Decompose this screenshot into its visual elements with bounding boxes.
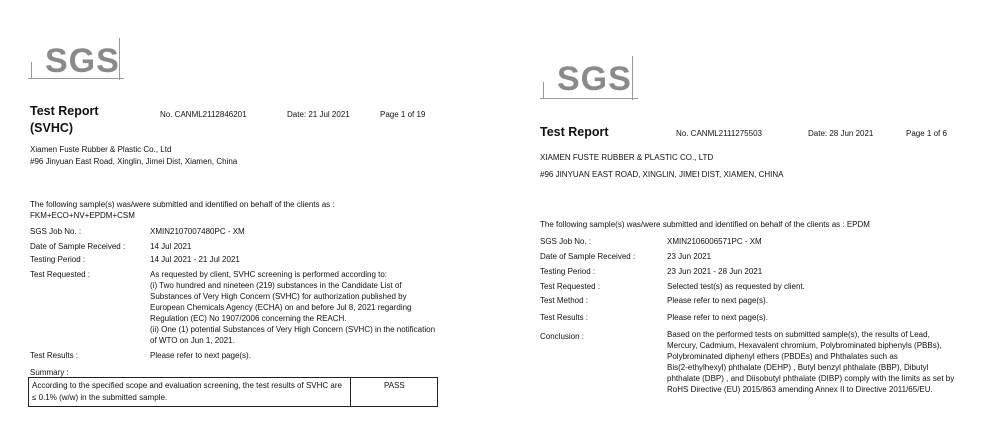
field-label: Test Requested : <box>540 282 601 291</box>
sample-name: FKM+ECO+NV+EPDM+CSM <box>30 211 135 220</box>
requested-line: (i) Two hundred and nineteen (219) substances in the Candidate List of <box>150 281 402 290</box>
intro-text: The following sample(s) was/were submitted and identified on behalf of the clients as : <box>30 200 335 209</box>
requested-line: (ii) One (1) potential Substances of Very High Concern (SVHC) in the notification <box>150 325 436 334</box>
field-label: Testing Period : <box>540 267 596 276</box>
results-label: Test Results : <box>30 351 79 360</box>
report-title: Test Report <box>540 125 609 139</box>
summary-label: Summary : <box>30 368 69 377</box>
client-address: #96 Jinyuan East Road, Xinglin, Jimei Dist, Xiamen, China <box>30 157 238 166</box>
field-value: 23 Jun 2021 <box>667 252 712 261</box>
intro-text: The following sample(s) was/were submitted and identified on behalf of the clients as : EPDM <box>540 220 870 229</box>
requested-line: European Chemicals Agency (ECHA) on and before Jul 8, 2021 regarding <box>150 303 412 312</box>
field-value: XMIN2106006571PC - XM <box>667 237 762 246</box>
field-label: Conclusion : <box>540 332 585 341</box>
field-label: SGS Job No. : <box>540 237 592 246</box>
page-number: Page 1 of 6 <box>906 129 947 138</box>
field-label: SGS Job No. : <box>30 227 82 236</box>
conclusion-line: Based on the performed tests on submitted sample(s), the results of Lead, <box>667 330 930 339</box>
report-date: Date: 21 Jul 2021 <box>287 110 350 119</box>
conclusion-line: Mercury, Cadmium, Hexavalent chromium, Polybrominated biphenyls (PBBs), <box>667 341 942 350</box>
field-value: 14 Jul 2021 <box>150 242 192 251</box>
summary-result: PASS <box>384 381 405 390</box>
field-label: Date of Sample Received : <box>30 242 126 251</box>
report-subtitle: (SVHC) <box>30 121 74 135</box>
field-value: Please refer to next page(s). <box>667 296 768 305</box>
field-label: Date of Sample Received : <box>540 252 636 261</box>
requested-line: Regulation (EC) No 1907/2006 concerning the REACH. <box>150 314 347 323</box>
conclusion-line: phthalate (DBP) , and Diisobutyl phthalate (DIBP) comply with the limits as set by <box>667 374 955 383</box>
summary-text: According to the specified scope and evaluation screening, the test results of SVHC are <box>32 381 342 390</box>
client-name: XIAMEN FUSTE RUBBER & PLASTIC CO., LTD <box>540 153 714 162</box>
field-label: Test Method : <box>540 296 589 305</box>
field-value: XMIN2107007480PC - XM <box>150 227 245 236</box>
field-label: Test Results : <box>540 313 589 322</box>
field-value: Selected test(s) as requested by client. <box>667 282 805 291</box>
requested-line: As requested by client, SVHC screening is performed according to: <box>150 270 388 279</box>
summary-text: ≤ 0.1% (w/w) in the submitted sample. <box>32 393 168 402</box>
conclusion-line: RoHS Directive (EU) 2015/863 amending Annex II to Directive 2011/65/EU. <box>667 385 933 394</box>
sgs-logo-text: SGS <box>557 60 632 98</box>
client-address: #96 JINYUAN EAST ROAD, XINGLIN, JIMEI DIST, XIAMEN, CHINA <box>540 170 784 179</box>
field-label: Testing Period : <box>30 255 86 264</box>
sgs-logo-text: SGS <box>45 42 120 80</box>
results-value: Please refer to next page(s). <box>150 351 251 360</box>
field-value: Please refer to next page(s). <box>667 313 768 322</box>
report-title: Test Report <box>30 104 99 118</box>
page-number: Page 1 of 19 <box>380 110 426 119</box>
field-label: Test Requested : <box>30 270 91 279</box>
requested-line: Substances of Very High Concern (SVHC) for authorization published by <box>150 292 407 301</box>
report-date: Date: 28 Jun 2021 <box>808 129 874 138</box>
field-value: 23 Jun 2021 - 28 Jun 2021 <box>667 267 763 276</box>
conclusion-line: Bis(2-ethylhexyl) phthalate (DEHP) , Butyl benzyl phthalate (BBP), Dibutyl <box>667 363 929 372</box>
report-number: No. CANML2111275503 <box>676 129 762 138</box>
field-value: 14 Jul 2021 - 21 Jul 2021 <box>150 255 240 264</box>
conclusion-line: Polybrominated diphenyl ethers (PBDEs) and Phthalates such as <box>667 352 898 361</box>
requested-line: of WTO on Jun 1, 2021. <box>150 336 235 345</box>
client-name: Xiamen Fuste Rubber & Plastic Co., Ltd <box>30 145 172 154</box>
report-number: No. CANML2112846201 <box>160 110 247 119</box>
